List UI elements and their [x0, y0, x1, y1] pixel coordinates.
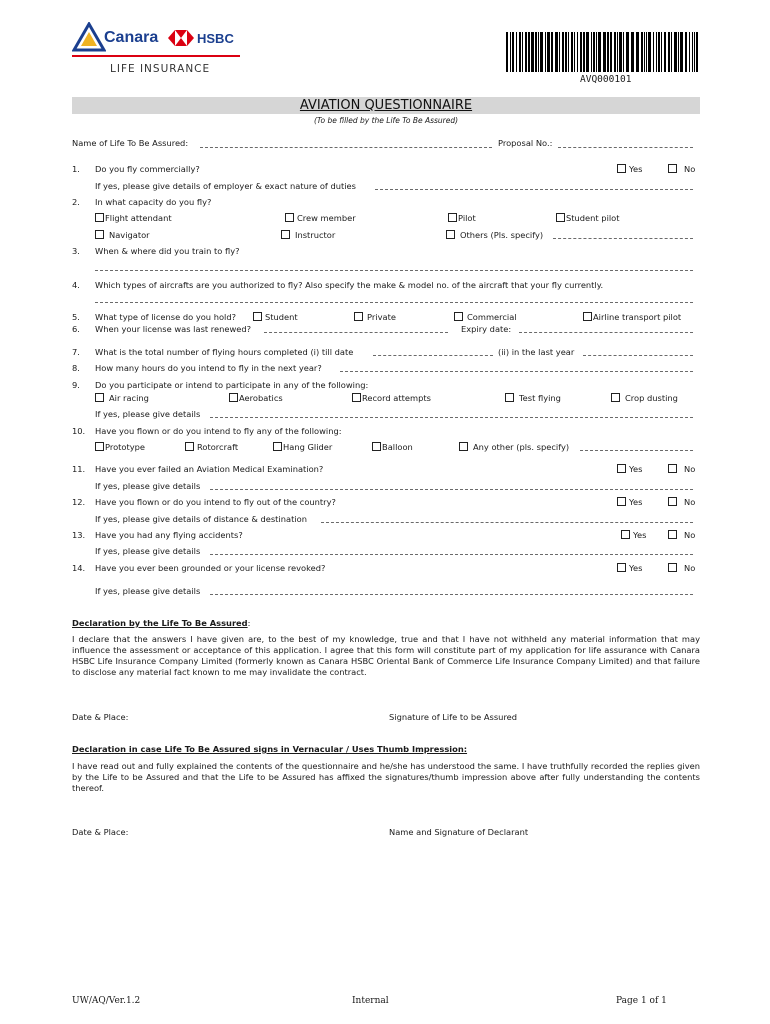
q10-rotorcraft-checkbox[interactable]: [185, 442, 194, 451]
q11-no-label: No: [684, 464, 696, 474]
q5-text: What type of license do you hold?: [95, 312, 237, 322]
q10-prototype-checkbox[interactable]: [95, 442, 104, 451]
q5-student-checkbox[interactable]: [253, 312, 262, 321]
q13-followup: If yes, please give details: [95, 546, 201, 556]
q12-number: 12.: [72, 497, 86, 507]
q11-number: 11.: [72, 464, 86, 474]
q6-text: When your license was last renewed?: [95, 324, 252, 334]
q13-yes-checkbox[interactable]: [621, 530, 630, 539]
q10-number: 10.: [72, 426, 86, 436]
q3-number: 3.: [72, 246, 80, 256]
company-logo: [72, 22, 242, 77]
q5-airline-transport-checkbox[interactable]: [583, 312, 592, 321]
q1-yes-checkbox[interactable]: [617, 164, 626, 173]
brand-subtitle: LIFE INSURANCE: [110, 63, 211, 75]
q10-any-other-input[interactable]: [580, 450, 693, 451]
q11-details-input[interactable]: [210, 489, 693, 490]
q7-part2: (ii) in the last year: [498, 347, 575, 357]
q13-number: 13.: [72, 530, 86, 540]
footer-page: Page 1 of 1: [616, 996, 667, 1006]
q5-private-label: Private: [367, 312, 396, 322]
form-code: AVQ000101: [580, 74, 632, 85]
q5-airline-transport-label: Airline transport pilot: [593, 312, 682, 322]
name-input[interactable]: [200, 147, 492, 148]
q13-yes-label: Yes: [633, 530, 647, 540]
q9-record-attempts-label: Record attempts: [362, 393, 431, 403]
q11-no-checkbox[interactable]: [668, 464, 677, 473]
q5-commercial-label: Commercial: [467, 312, 517, 322]
q9-followup: If yes, please give details: [95, 409, 201, 419]
q9-crop-dusting-checkbox[interactable]: [611, 393, 620, 402]
q12-no-label: No: [684, 497, 696, 507]
q10-balloon-label: Balloon: [382, 442, 413, 452]
proposal-label: Proposal No.:: [498, 138, 553, 148]
footer-version: UW/AQ/Ver.1.2: [72, 996, 141, 1006]
proposal-input[interactable]: [558, 147, 693, 148]
name-label: Name of Life To Be Assured:: [72, 138, 189, 148]
q9-crop-dusting-label: Crop dusting: [625, 393, 678, 403]
q6-renewed-input[interactable]: [264, 332, 448, 333]
q9-text: Do you participate or intend to participate in any of the following:: [95, 380, 369, 390]
canara-triangle-icon: [72, 22, 106, 52]
q7-text: What is the total number of flying hours completed (i) till date: [95, 347, 354, 357]
q14-no-checkbox[interactable]: [668, 563, 677, 572]
hsbc-hexagon-icon: [168, 30, 194, 46]
q13-details-input[interactable]: [210, 554, 693, 555]
q10-text: Have you flown or do you intend to fly any of the following:: [95, 426, 342, 436]
declaration2-heading: Declaration in case Life To Be Assured signs in Vernacular / Uses Thumb Impression:: [72, 744, 468, 754]
q2-navigator-checkbox[interactable]: [95, 230, 104, 239]
q5-commercial-checkbox[interactable]: [454, 312, 463, 321]
q11-text: Have you ever failed an Aviation Medical Examination?: [95, 464, 324, 474]
q9-air-racing-checkbox[interactable]: [95, 393, 104, 402]
q14-yes-label: Yes: [629, 563, 643, 573]
declaration1-heading-colon: :: [247, 618, 251, 628]
logo-divider: [72, 55, 240, 57]
q2-crew-member-checkbox[interactable]: [285, 213, 294, 222]
q9-test-flying-label: Test flying: [519, 393, 561, 403]
q2-navigator-label: Navigator: [109, 230, 150, 240]
q2-student-pilot-checkbox[interactable]: [556, 213, 565, 222]
q2-others-input[interactable]: [553, 238, 693, 239]
q10-balloon-checkbox[interactable]: [372, 442, 381, 451]
q6-expiry-input[interactable]: [519, 332, 693, 333]
q10-prototype-label: Prototype: [105, 442, 146, 452]
q6-expiry-label: Expiry date:: [461, 324, 512, 334]
q8-answer-input[interactable]: [340, 371, 693, 372]
q1-number: 1.: [72, 164, 80, 174]
q14-no-label: No: [684, 563, 696, 573]
q10-rotorcraft-label: Rotorcraft: [197, 442, 239, 452]
q5-private-checkbox[interactable]: [354, 312, 363, 321]
footer-classification: Internal: [352, 996, 389, 1006]
brand-hsbc: HSBC: [197, 31, 234, 46]
q10-hang-glider-label: Hang Glider: [283, 442, 333, 452]
q9-aerobatics-checkbox[interactable]: [229, 393, 238, 402]
q1-no-checkbox[interactable]: [668, 164, 677, 173]
page-title: AVIATION QUESTIONNAIRE: [299, 98, 473, 113]
q2-flight-attendant-checkbox[interactable]: [95, 213, 104, 222]
q1-details-input[interactable]: [375, 189, 693, 190]
q10-any-other-checkbox[interactable]: [459, 442, 468, 451]
q4-answer-input[interactable]: [95, 302, 693, 303]
q6-number: 6.: [72, 324, 80, 334]
q8-text: How many hours do you intend to fly in the next year?: [95, 363, 322, 373]
q14-number: 14.: [72, 563, 86, 573]
q4-text: Which types of aircrafts are you authorized to fly? Also specify the make & model no. of the aircraft that your fly currently.: [95, 280, 604, 290]
declaration1-body: I declare that the answers I have given are, to the best of my knowledge, true and that I have not withheld any material information that may influence the assessment or acceptance of this application. I agree that this form will constitute part of my application for life assurance with Canara HSBC Life Insurance Company Limited (formerly known as Canara HSBC Oriental Bank of Commerce Life Insurance Company Limited) and that failure to disclose any material fact known to me may invalidate the contract.: [72, 634, 700, 677]
q1-text: Do you fly commercially?: [95, 164, 200, 174]
q4-number: 4.: [72, 280, 80, 290]
q2-pilot-checkbox[interactable]: [448, 213, 457, 222]
q9-aerobatics-label: Aerobatics: [239, 393, 283, 403]
q11-followup: If yes, please give details: [95, 481, 201, 491]
q5-number: 5.: [72, 312, 80, 322]
q12-followup: If yes, please give details of distance & destination: [95, 514, 307, 524]
q11-yes-label: Yes: [629, 464, 643, 474]
q5-student-label: Student: [265, 312, 298, 322]
q2-instructor-checkbox[interactable]: [281, 230, 290, 239]
declaration1-heading-text: Declaration by the Life To Be Assured: [72, 618, 248, 628]
q10-any-other-label: Any other (pls. specify): [473, 442, 570, 452]
declaration2-body: I have read out and fully explained the contents of the questionnaire and he/she has understood the same. I have truthfully recorded the replies given by the Life to be Assured and that the Life to be Assured has affixed the signatures/thumb impression above after fully understanding the contents thereof.: [72, 761, 700, 793]
q9-test-flying-checkbox[interactable]: [505, 393, 514, 402]
q2-flight-attendant-label: Flight attendant: [105, 213, 172, 223]
q1-followup: If yes, please give details of employer & exact nature of duties: [95, 181, 356, 191]
q7-last-year-input[interactable]: [583, 355, 693, 356]
q2-others-checkbox[interactable]: [446, 230, 455, 239]
q1-no-label: No: [684, 164, 696, 174]
q13-no-checkbox[interactable]: [668, 530, 677, 539]
page-subtitle: (To be filled by the Life To Be Assured): [313, 116, 459, 125]
q14-details-input[interactable]: [210, 594, 693, 595]
q13-no-label: No: [684, 530, 696, 540]
q10-hang-glider-checkbox[interactable]: [273, 442, 282, 451]
barcode: [506, 32, 700, 74]
q3-answer-input[interactable]: [95, 270, 693, 271]
q8-number: 8.: [72, 363, 80, 373]
q12-yes-label: Yes: [629, 497, 643, 507]
declaration1-signature: Signature of Life to be Assured: [389, 712, 518, 722]
q9-air-racing-label: Air racing: [109, 393, 149, 403]
q7-number: 7.: [72, 347, 80, 357]
q9-record-attempts-checkbox[interactable]: [352, 393, 361, 402]
q11-yes-checkbox[interactable]: [617, 464, 626, 473]
q9-details-input[interactable]: [210, 417, 693, 418]
brand-canara: Canara: [104, 29, 159, 46]
q13-text: Have you had any flying accidents?: [95, 530, 243, 540]
q14-yes-checkbox[interactable]: [617, 563, 626, 572]
q2-instructor-label: Instructor: [295, 230, 336, 240]
q12-details-input[interactable]: [321, 522, 693, 523]
q2-pilot-label: Pilot: [458, 213, 476, 223]
q2-others-label: Others (Pls. specify): [460, 230, 544, 240]
q14-text: Have you ever been grounded or your license revoked?: [95, 563, 326, 573]
q12-text: Have you flown or do you intend to fly out of the country?: [95, 497, 336, 507]
q9-number: 9.: [72, 380, 80, 390]
q12-no-checkbox[interactable]: [668, 497, 677, 506]
declaration2-date-place: Date & Place:: [72, 827, 129, 837]
declaration1-date-place: Date & Place:: [72, 712, 129, 722]
declaration1-heading: [72, 618, 250, 628]
declaration2-signature: Name and Signature of Declarant: [389, 827, 529, 837]
q14-followup: If yes, please give details: [95, 586, 201, 596]
q7-till-date-input[interactable]: [373, 355, 493, 356]
q2-crew-member-label: Crew member: [297, 213, 356, 223]
q2-student-pilot-label: Student pilot: [566, 213, 620, 223]
q3-text: When & where did you train to fly?: [95, 246, 240, 256]
q1-yes-label: Yes: [629, 164, 643, 174]
q2-number: 2.: [72, 197, 80, 207]
q2-text: In what capacity do you fly?: [95, 197, 212, 207]
q12-yes-checkbox[interactable]: [617, 497, 626, 506]
